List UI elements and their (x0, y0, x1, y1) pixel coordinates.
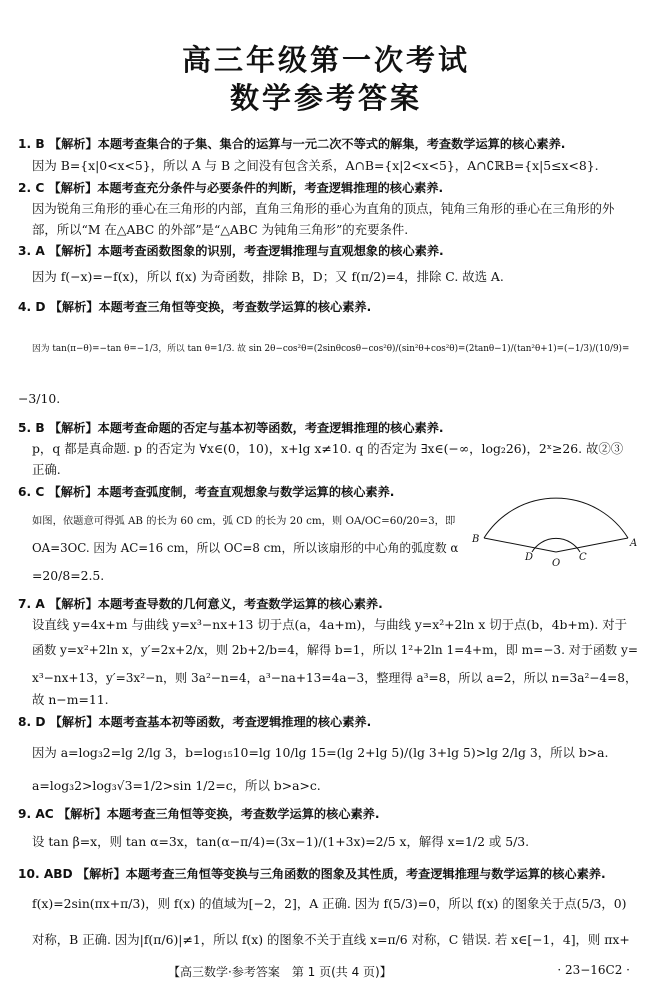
answer-8-body-1: 因为 a=log₃2=lg 2/lg 3，b=log₁₅10=lg 10/lg 15=(lg 2+lg 5)/(lg 3+lg 5)>lg 2/lg 3，所以 b>a. (32, 745, 609, 760)
answer-10-body-1: f(x)=2sin(πx+π/3)，则 f(x) 的值域为[−2，2]，A 正确. 因为 f(5/3)=0，所以 f(x) 的图象关于点(5/3，0) (32, 896, 627, 911)
label-o: O (552, 558, 561, 569)
answer-1-body: 因为 B={x|0<x<5}，所以 A 与 B 之间没有包含关系，A∩B={x|2<x<5}，A∩∁ℝB={x|5≤x<8}. (32, 158, 599, 173)
answer-9-body: 设 tan β=x，则 tan α=3x，tan(α−π/4)=(3x−1)/(1+3x)=2/5 x，解得 x=1/2 或 5/3. (32, 834, 530, 849)
answer-8-header: 8. D 【解析】本题考查基本初等函数，考查逻辑推理的核心素养. (18, 715, 372, 729)
answer-5-body-2: 正确. (32, 462, 61, 477)
answer-6-header: 6. C 【解析】本题考查弧度制，考查直观想象与数学运算的核心素养. (18, 485, 395, 499)
page-title: 高三年级第一次考试 (181, 43, 470, 77)
answer-5-header: 5. B 【解析】本题考查命题的否定与基本初等函数，考查逻辑推理的核心素养. (18, 421, 444, 435)
inner-arc (532, 538, 580, 552)
answer-7-body-4: 故 n−m=11. (32, 692, 109, 707)
footer-page-info: 【高三数学·参考答案 第 1 页(共 4 页)】 (168, 965, 392, 979)
answer-7-body-2: 函数 y=x²+2ln x，y′=2x+2/x，则 2b+2/b=4，解得 b=1，所以 1²+2ln 1=4+m，即 m=−3. 对于函数 y= (32, 643, 638, 657)
answer-4-body: 因为 tan(π−θ)=−tan θ=−1/3，所以 tan θ=1/3. 故 sin 2θ−cos²θ=(2sinθcosθ−cos²θ)/(sin²θ+cos²θ)=(2tanθ−1)/(tan²θ+1)=(−1/3)/(10/9)= (32, 344, 630, 354)
answer-7-body-3: x³−nx+13，y′=3x²−n，则 3a²−n=4，a³−na+13=4a−3，整理得 a³=8，所以 a=2，所以 n=3a²−4=8， (32, 671, 638, 685)
answer-7-body-1: 设直线 y=4x+m 与曲线 y=x³−nx+13 切于点(a，4a+m)，与曲线 y=x²+2ln x 切于点(b，4b+m). 对于 (32, 617, 628, 632)
answer-8-body-2: a=log₃2>log₃√3=1/2>sin 1/2=c，所以 b>a>c. (32, 778, 321, 793)
answer-4-result: −3/10. (18, 391, 61, 406)
sector-figure (470, 486, 646, 572)
answer-7-header: 7. A 【解析】本题考查导数的几何意义，考查数学运算的核心素养. (18, 597, 383, 611)
footer-code: · 23−16C2 · (557, 963, 630, 977)
answer-10-header: 10. ABD 【解析】本题考查三角恒等变换与三角函数的图象及其性质，考查逻辑推理与数学运算的核心素养. (18, 867, 606, 881)
answer-2-body-1: 因为锐角三角形的垂心在三角形的内部，直角三角形的垂心为直角的顶点，钝角三角形的垂心在三角形的外 (32, 201, 615, 216)
label-a: A (630, 538, 638, 549)
answer-4-header: 4. D 【解析】本题考查三角恒等变换，考查数学运算的核心素养. (18, 300, 372, 314)
answer-5-body-1: p，q 都是真命题. p 的否定为 ∀x∈(0，10)，x+lg x≠10. q 的否定为 ∃x∈(−∞，log₂26)，2ˣ≥26. 故②③ (32, 441, 624, 456)
answer-3-body: 因为 f(−x)=−f(x)，所以 f(x) 为奇函数，排除 B，D；又 f(π/2)=4，排除 C. 故选 A. (32, 269, 504, 284)
answer-10-body-2: 对称，B 正确. 因为|f(π/6)|≠1，所以 f(x) 的图象不关于直线 x=π/6 对称，C 错误. 若 x∈[−1，4]，则 πx+ (32, 932, 630, 947)
answer-2-body-2: 部，所以“M 在△ABC 的外部”是“△ABC 为钝角三角形”的充要条件. (32, 222, 409, 237)
answer-2-header: 2. C 【解析】本题考查充分条件与必要条件的判断，考查逻辑推理的核心素养. (18, 181, 444, 195)
answer-6-body-2: OA=3OC. 因为 AC=16 cm，所以 OC=8 cm，所以该扇形的中心角的弧度数 α (32, 541, 459, 555)
answer-1-header: 1. B 【解析】本题考查集合的子集、集合的运算与一元二次不等式的解集，考查数学运算的核心素养. (18, 137, 566, 151)
answer-6-body-1: 如图，依题意可得弧 AB 的长为 60 cm，弧 CD 的长为 20 cm，则 OA/OC=60/20=3，即 (32, 515, 456, 527)
answer-6-body-3: =20/8=2.5. (32, 568, 105, 583)
label-c: C (579, 552, 587, 563)
answer-9-header: 9. AC 【解析】本题考查三角恒等变换，考查数学运算的核心素养. (18, 807, 380, 821)
page-subtitle: 数学参考答案 (229, 81, 422, 115)
answer-3-header: 3. A 【解析】本题考查函数图象的识别，考查逻辑推理与直观想象的核心素养. (18, 244, 444, 258)
outer-arc (484, 498, 628, 538)
label-b: B (472, 534, 480, 545)
label-d: D (525, 552, 534, 563)
